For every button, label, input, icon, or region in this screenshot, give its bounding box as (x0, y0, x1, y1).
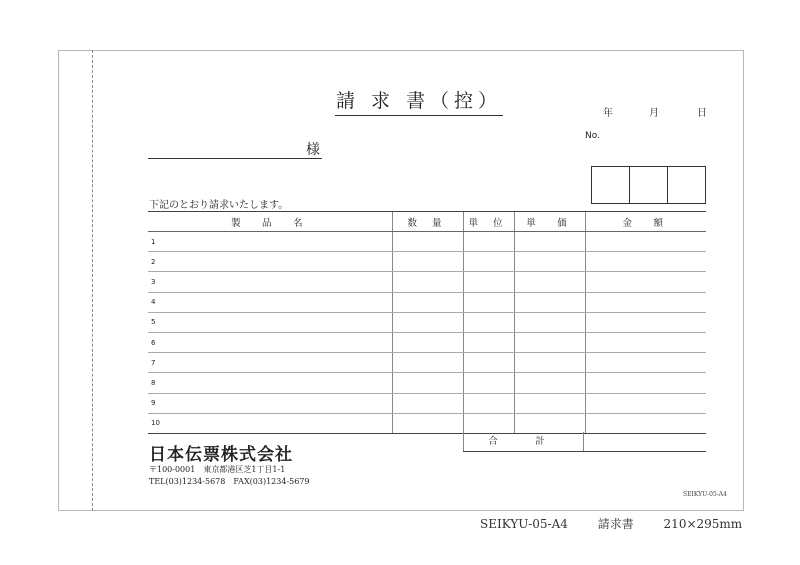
column-header-product: 製 品 名 (148, 212, 392, 232)
table-row (148, 252, 706, 272)
table-cell (463, 252, 514, 272)
row-number: 4 (148, 292, 392, 312)
table-cell (463, 332, 514, 352)
total-label: 合 計 (463, 432, 584, 451)
row-number: 2 (148, 252, 392, 272)
table-header-row (148, 212, 706, 232)
row-number: 6 (148, 332, 392, 352)
table-cell (392, 393, 463, 413)
table-cell (463, 413, 514, 433)
table-cell (392, 232, 463, 252)
recipient-honorific: 様 (306, 142, 320, 158)
table-cell (463, 292, 514, 312)
row-number: 5 (148, 312, 392, 332)
table-cell (392, 252, 463, 272)
caption (480, 515, 742, 532)
table-cell (585, 393, 706, 413)
total-amount-cell (584, 432, 706, 451)
table-cell (392, 353, 463, 373)
table-cell (392, 272, 463, 292)
table-cell (463, 353, 514, 373)
date-year-label: 年 (603, 108, 613, 119)
table-cell (585, 413, 706, 433)
table-cell (514, 353, 585, 373)
table-cell (463, 393, 514, 413)
table-cell (514, 272, 585, 292)
date-day-label: 日 (697, 108, 707, 119)
perforation-line (92, 50, 93, 511)
table-cell (585, 312, 706, 332)
form-code-small: SEIKYU-05-A4 (683, 491, 727, 498)
stamp-box (668, 167, 705, 203)
company-name: 日本伝票株式会社 (149, 445, 293, 465)
row-number: 3 (148, 272, 392, 292)
table-cell (585, 292, 706, 312)
company-address: 〒100-0001 東京都港区芝1丁目1-1 (149, 465, 286, 474)
table-cell (514, 332, 585, 352)
table-cell (463, 312, 514, 332)
row-number: 1 (148, 232, 392, 252)
stamp-box (630, 167, 668, 203)
table-cell (585, 353, 706, 373)
form-title: 請 求 書（控） (335, 86, 503, 116)
intro-text: 下記のとおり請求いたします。 (149, 200, 289, 211)
table-row (148, 393, 706, 413)
caption-size: 210×295mm (663, 517, 743, 531)
column-header-quantity: 数 量 (392, 212, 463, 232)
table-cell (585, 232, 706, 252)
row-number: 7 (148, 353, 392, 373)
number-label: No. (585, 131, 600, 141)
table-cell (585, 272, 706, 292)
table-cell (514, 232, 585, 252)
table-cell (463, 373, 514, 393)
column-header-unit-price: 単 価 (514, 212, 585, 232)
table-row (148, 373, 706, 393)
table-cell (514, 373, 585, 393)
table-row (148, 232, 706, 252)
company-phone: TEL(03)1234-5678 FAX(03)1234-5679 (149, 477, 310, 486)
table-cell (585, 373, 706, 393)
table-row (148, 312, 706, 332)
caption-name: 請求書 (597, 517, 634, 531)
table-cell (514, 252, 585, 272)
row-number: 8 (148, 373, 392, 393)
table-cell (463, 232, 514, 252)
table-cell (392, 312, 463, 332)
recipient-line (148, 158, 322, 159)
table-cell (514, 292, 585, 312)
table-row (148, 413, 706, 433)
table-cell (514, 312, 585, 332)
stamp-box (592, 167, 630, 203)
table-row (148, 332, 706, 352)
table-cell (392, 373, 463, 393)
stamp-boxes (591, 166, 706, 204)
column-header-amount: 金 額 (585, 212, 706, 232)
table-row (148, 292, 706, 312)
table-row (148, 353, 706, 373)
table-cell (463, 272, 514, 292)
table-cell (392, 292, 463, 312)
total-row (463, 432, 706, 452)
table-row (148, 272, 706, 292)
table-cell (585, 332, 706, 352)
table-cell (514, 413, 585, 433)
table-cell (392, 332, 463, 352)
row-number: 9 (148, 393, 392, 413)
row-number: 10 (148, 413, 392, 433)
caption-code: SEIKYU-05-A4 (480, 517, 568, 531)
items-table (148, 211, 706, 434)
column-header-unit: 単 位 (463, 212, 514, 232)
date-month-label: 月 (649, 108, 659, 119)
table-cell (514, 393, 585, 413)
table-cell (585, 252, 706, 272)
table-cell (392, 413, 463, 433)
